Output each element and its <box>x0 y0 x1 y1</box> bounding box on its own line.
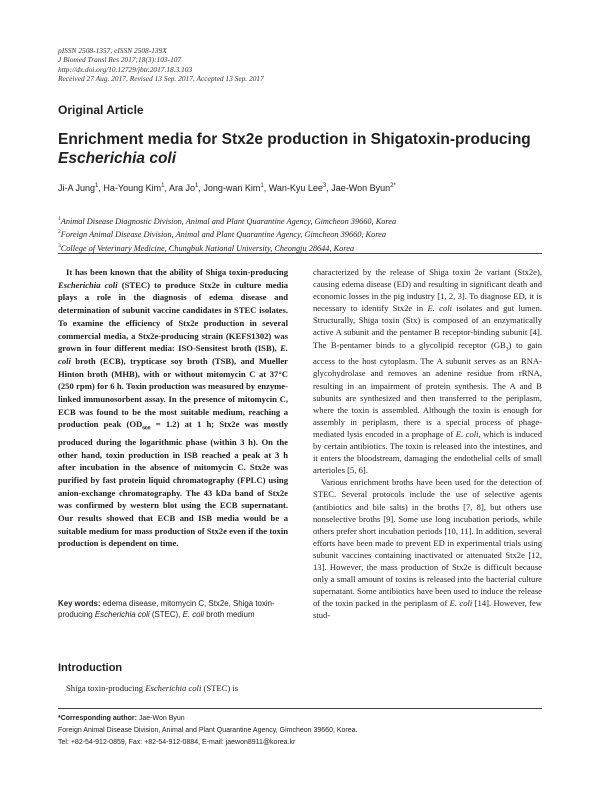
body-paragraph: Various enrichment broths have been used for the detection of STEC. Several protocols include the use of selective agents (antibiotics and bile salts) in the broths [7, 8], but others use nonselective broths [9]. Some use long incubation periods, while others prefer short incubation periods [10, 11]. In addition, several efforts have been made to prevent ED in experimental trials using subunit vaccines containing inactivated or attenuated Stx2e [12, 13]. However, the mass production of Stx2e is difficult because only a small amount of toxins is released into the bacterial culture supernatant. Some antibiotics have been used to induce the release of the toxin packed in the periplasm of E. coli [14]. However, few stud- <box>313 477 543 621</box>
abstract-text: It has been known that the ability of Shiga toxin-producing Escherichia coli (STEC) to produce Stx2e in culture media plays a role in the diagnosis of edema disease and determination of subunit vaccine candidates in STEC isolates. To examine the efficiency of Stx2e production in several commercial media, a Stx2e-producing strain (KEFS1302) was grown in four different media: ISO-Sensitest broth (ISB), E. coli broth (ECB), trypticase soy broth (TSB), and Mueller Hinton broth (MHB), with or without mitomycin C at 37°C (250 rpm) for 6 h. Toxin production was measured by enzyme-linked immunosorbent assay. In the presence of mitomycin C, ECB was found to be the most suitable medium, reaching a production peak $(OD_{600} = 1.2)$ at 1 h; Stx2e was mostly produced during the logarithmic phase (within 3 h). On the other hand, toxin production in ISB reached a peak at 3 h after incubation in the absence of mitomycin C. Stx2e was purified by fast protein liquid chromatography (FPLC) using anion-exchange chromatography. The 43 kDa band of Stx2e was confirmed by western blot using the ECB supernatant. Our results showed that ECB and ISB media would be a suitable medium for mass production of Stx2e even if the toxin production is dependent on time. <box>58 267 289 549</box>
article-title <box>58 130 548 168</box>
journal-citation: J Biomed Transl Res 2017;18(3):103-107 <box>58 55 182 65</box>
corresponding-author: *Corresponding author: Jae-Won Byun <box>58 715 185 722</box>
author: Ha-Young Kim$^1$, <box>103 183 169 193</box>
affiliation: $^3$College of Veterinary Medicine, Chungbuk National University, Cheongju 28644, Korea <box>58 242 355 253</box>
affiliation: $^2$Foreign Animal Disease Division, Animal and Plant Quarantine Agency, Gimcheon 39660, Korea <box>58 229 386 240</box>
correspondence <box>58 713 542 749</box>
affiliations <box>58 214 396 254</box>
title-line-1: Enrichment media for Stx2e production in Shigatoxin-producing <box>58 131 531 148</box>
article-type: Original Article <box>58 103 144 117</box>
received-dates: Received 27 Aug. 2017, Revised 13 Sep. 2017, Accepted 13 Sep. 2017 <box>58 74 264 84</box>
keywords-label: Key words: <box>58 599 101 608</box>
corresponding-address: Foreign Animal Disease Division, Animal and Plant Quarantine Agency, Gimcheon 39660, Korea. <box>58 727 358 734</box>
author: Wan-Kyu Lee$^3$, <box>268 183 332 193</box>
abstract <box>58 266 288 550</box>
author: Jong-wan Kim$^1$, <box>203 183 269 193</box>
header-divider <box>58 253 542 254</box>
introduction-heading: Introduction <box>58 662 123 674</box>
title-line-2: Escherichia coli <box>58 150 177 167</box>
author: Ji-A Jung$^1$, <box>58 183 104 193</box>
keywords: Key words: edema disease, mitomycin C, Stx2e, Shiga toxin-producing Escherichia coli (STEC), E. coli broth medium <box>58 599 275 620</box>
body-paragraph: characterized by the release of Shiga toxin 2e variant (Stx2e), causing edema disease (ED) and resulting in significant death and economic losses in the pig industry [1, 2, 3]. To diagnose ED, it is necessary to identify Stx2e in E. coli isolates and gut lumen. Structurally, Shiga toxin (Stx) is composed of an enzymatically active A subunit and the pentamer B receptor-binding subunit [4]. The B-pentamer binds to a glycolipid receptor $(GB_3)$ to gain access to the host cytoplasm. The A subunit serves as an RNA-glycohydrolase and removes an adenine residue from rRNA, resulting in an impairment of protein synthesis. The A and B subunits are synthesized and then transferred to the periplasm, where the toxin is assembled. Although the toxin is enough for assembly in periplasm, there is a special process of phage-mediated lysis encoded in a prophage of E. coli, which is induced by certain antibiotics. The toxin is released into the intestines, and it enters the bloodstream, damaging the endothelial cells of small arterioles [5, 6]. <box>313 267 543 476</box>
issn-line: pISSN 2508-1357, eISSN 2508-139X <box>58 46 167 55</box>
author: Jae-Won Byun$^{2*}$ <box>331 183 396 193</box>
affiliation: $^1$Animal Disease Diagnostic Division, Animal and Plant Quarantine Agency, Gimcheon 39660, Korea <box>58 216 397 226</box>
author-list <box>58 183 396 193</box>
author: Ara Jo$^1$, <box>168 183 204 193</box>
footer-divider <box>58 708 542 709</box>
body-column-right <box>313 266 542 621</box>
introduction-text: Shiga toxin-producing Escherichia coli (STEC) is <box>66 683 239 693</box>
doi-link[interactable]: http://dx.doi.org/10.12729/jbtr.2017.18.3.103 <box>58 64 193 74</box>
corresponding-contact[interactable]: Tel: +82-54-912-0859, Fax: +82-54-912-0884, E-mail: jaewon8911@korea.kr <box>58 739 296 746</box>
journal-meta <box>58 46 264 84</box>
